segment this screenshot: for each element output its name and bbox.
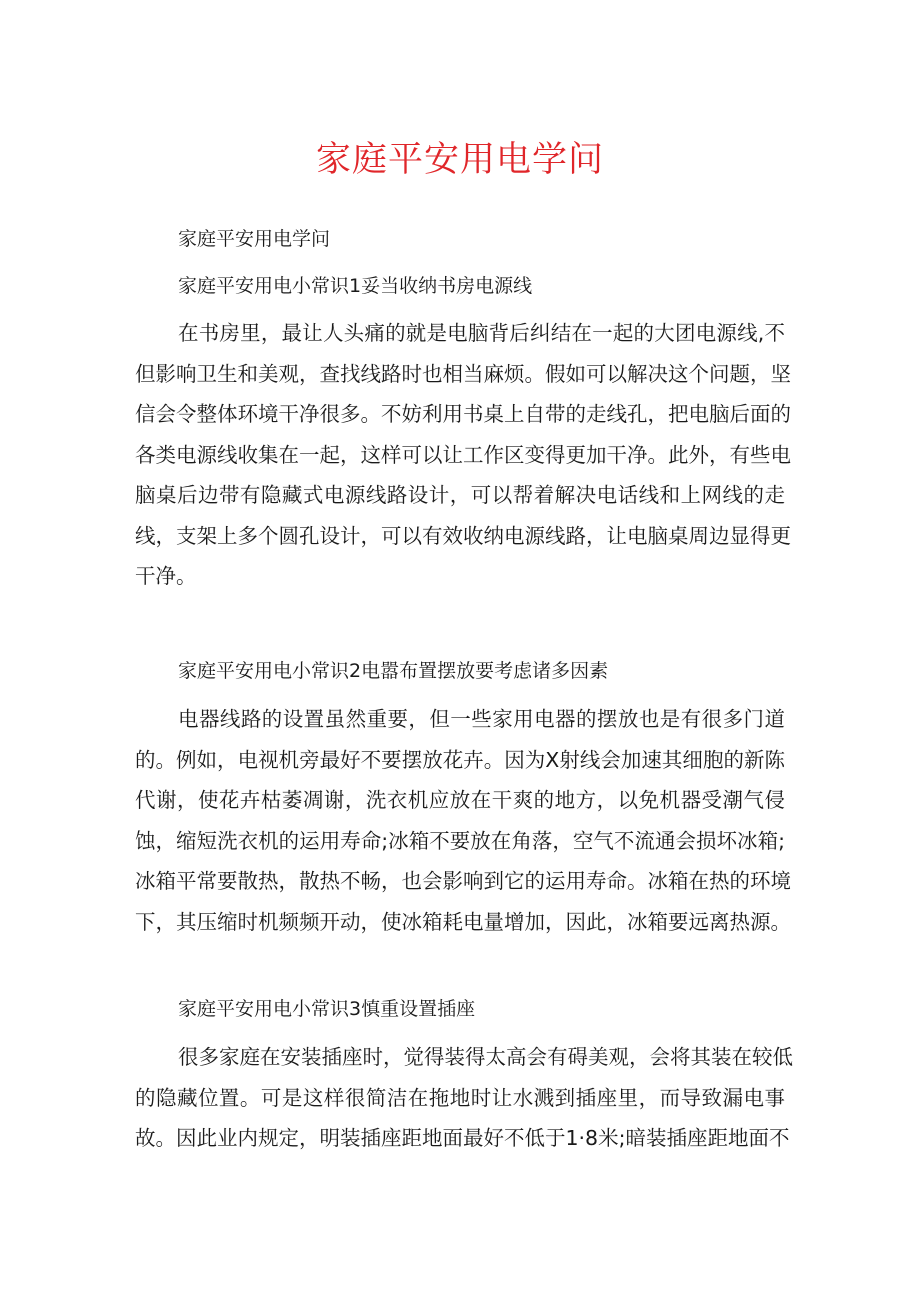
paragraph-line: 在书房里，最让人头痛的就是电脑背后纠结在一起的大团电源线,不 xyxy=(178,321,785,345)
paragraph-line: 各类电源线收集在一起，这样可以让工作区变得更加干净。此外，有些电 xyxy=(135,442,791,467)
paragraph-line: 脑桌后边带有隐藏式电源线路设计，可以帮着解决电话线和上网线的走 xyxy=(135,483,785,507)
paragraph-line: 信会令整体环境干净很多。不妨利用书桌上自带的走线孔，把电脑后面的 xyxy=(135,402,791,426)
section-3-paragraph xyxy=(135,1037,793,1159)
paragraph-line: 的隐藏位置。可是这样很简洁在拖地时让水溅到插座里，而导致漏电事 xyxy=(135,1085,785,1110)
section-2-paragraph xyxy=(135,699,791,942)
section-3-heading: 家庭平安用电小常识3慎重设置插座 xyxy=(178,998,476,1020)
paragraph-line: 但影响卫生和美观，查找线路时也相当麻烦。假如可以解决这个问题，坚 xyxy=(135,361,791,386)
section-2-heading: 家庭平安用电小常识2电嚣布置摆放要考虑诸多因素 xyxy=(178,660,609,682)
paragraph-line: 线，支架上多个圆孔设计，可以有效收纳电源线路，让电脑桌周边显得更 xyxy=(135,523,791,548)
section-1-heading: 家庭平安用电小常识1妥当收纳书房电源线 xyxy=(178,275,533,297)
paragraph-line: 的。例如，电视机旁最好不要摆放花卉。因为X射线会加速其细胞的新陈 xyxy=(135,747,785,772)
paragraph-line: 下，其压缩时机频频开动，使冰箱耗电量增加，因此，冰箱要远离热源。 xyxy=(135,909,791,934)
paragraph-line: 很多家庭在安装插座时，觉得装得太高会有碍美观，会将其装在较低 xyxy=(178,1045,793,1069)
paragraph-line: 冰箱平常要散热，散热不畅，也会影响到它的运用寿命。冰箱在热的环境 xyxy=(135,869,791,893)
paragraph-line: 干净。 xyxy=(135,564,197,588)
paragraph-line: 故。因此业内规定，明装插座距地面最好不低于1·8米;暗装插座距地面不 xyxy=(135,1126,790,1150)
paragraph-line: 蚀，缩短洗衣机的运用寿命;冰箱不要放在角落，空气不流通会损坏冰箱; xyxy=(135,828,785,853)
document-title: 家庭平安用电学问 xyxy=(315,140,604,180)
paragraph-line: 代谢，使花卉枯萎凋谢，洗衣机应放在干爽的地方，以免机器受潮气侵 xyxy=(135,788,785,812)
document-subtitle: 家庭平安用电学问 xyxy=(178,228,331,250)
paragraph-line: 电器线路的设置虽然重要，但一些家用电器的摆放也是有很多门道 xyxy=(178,707,785,731)
section-1-paragraph xyxy=(135,313,791,597)
